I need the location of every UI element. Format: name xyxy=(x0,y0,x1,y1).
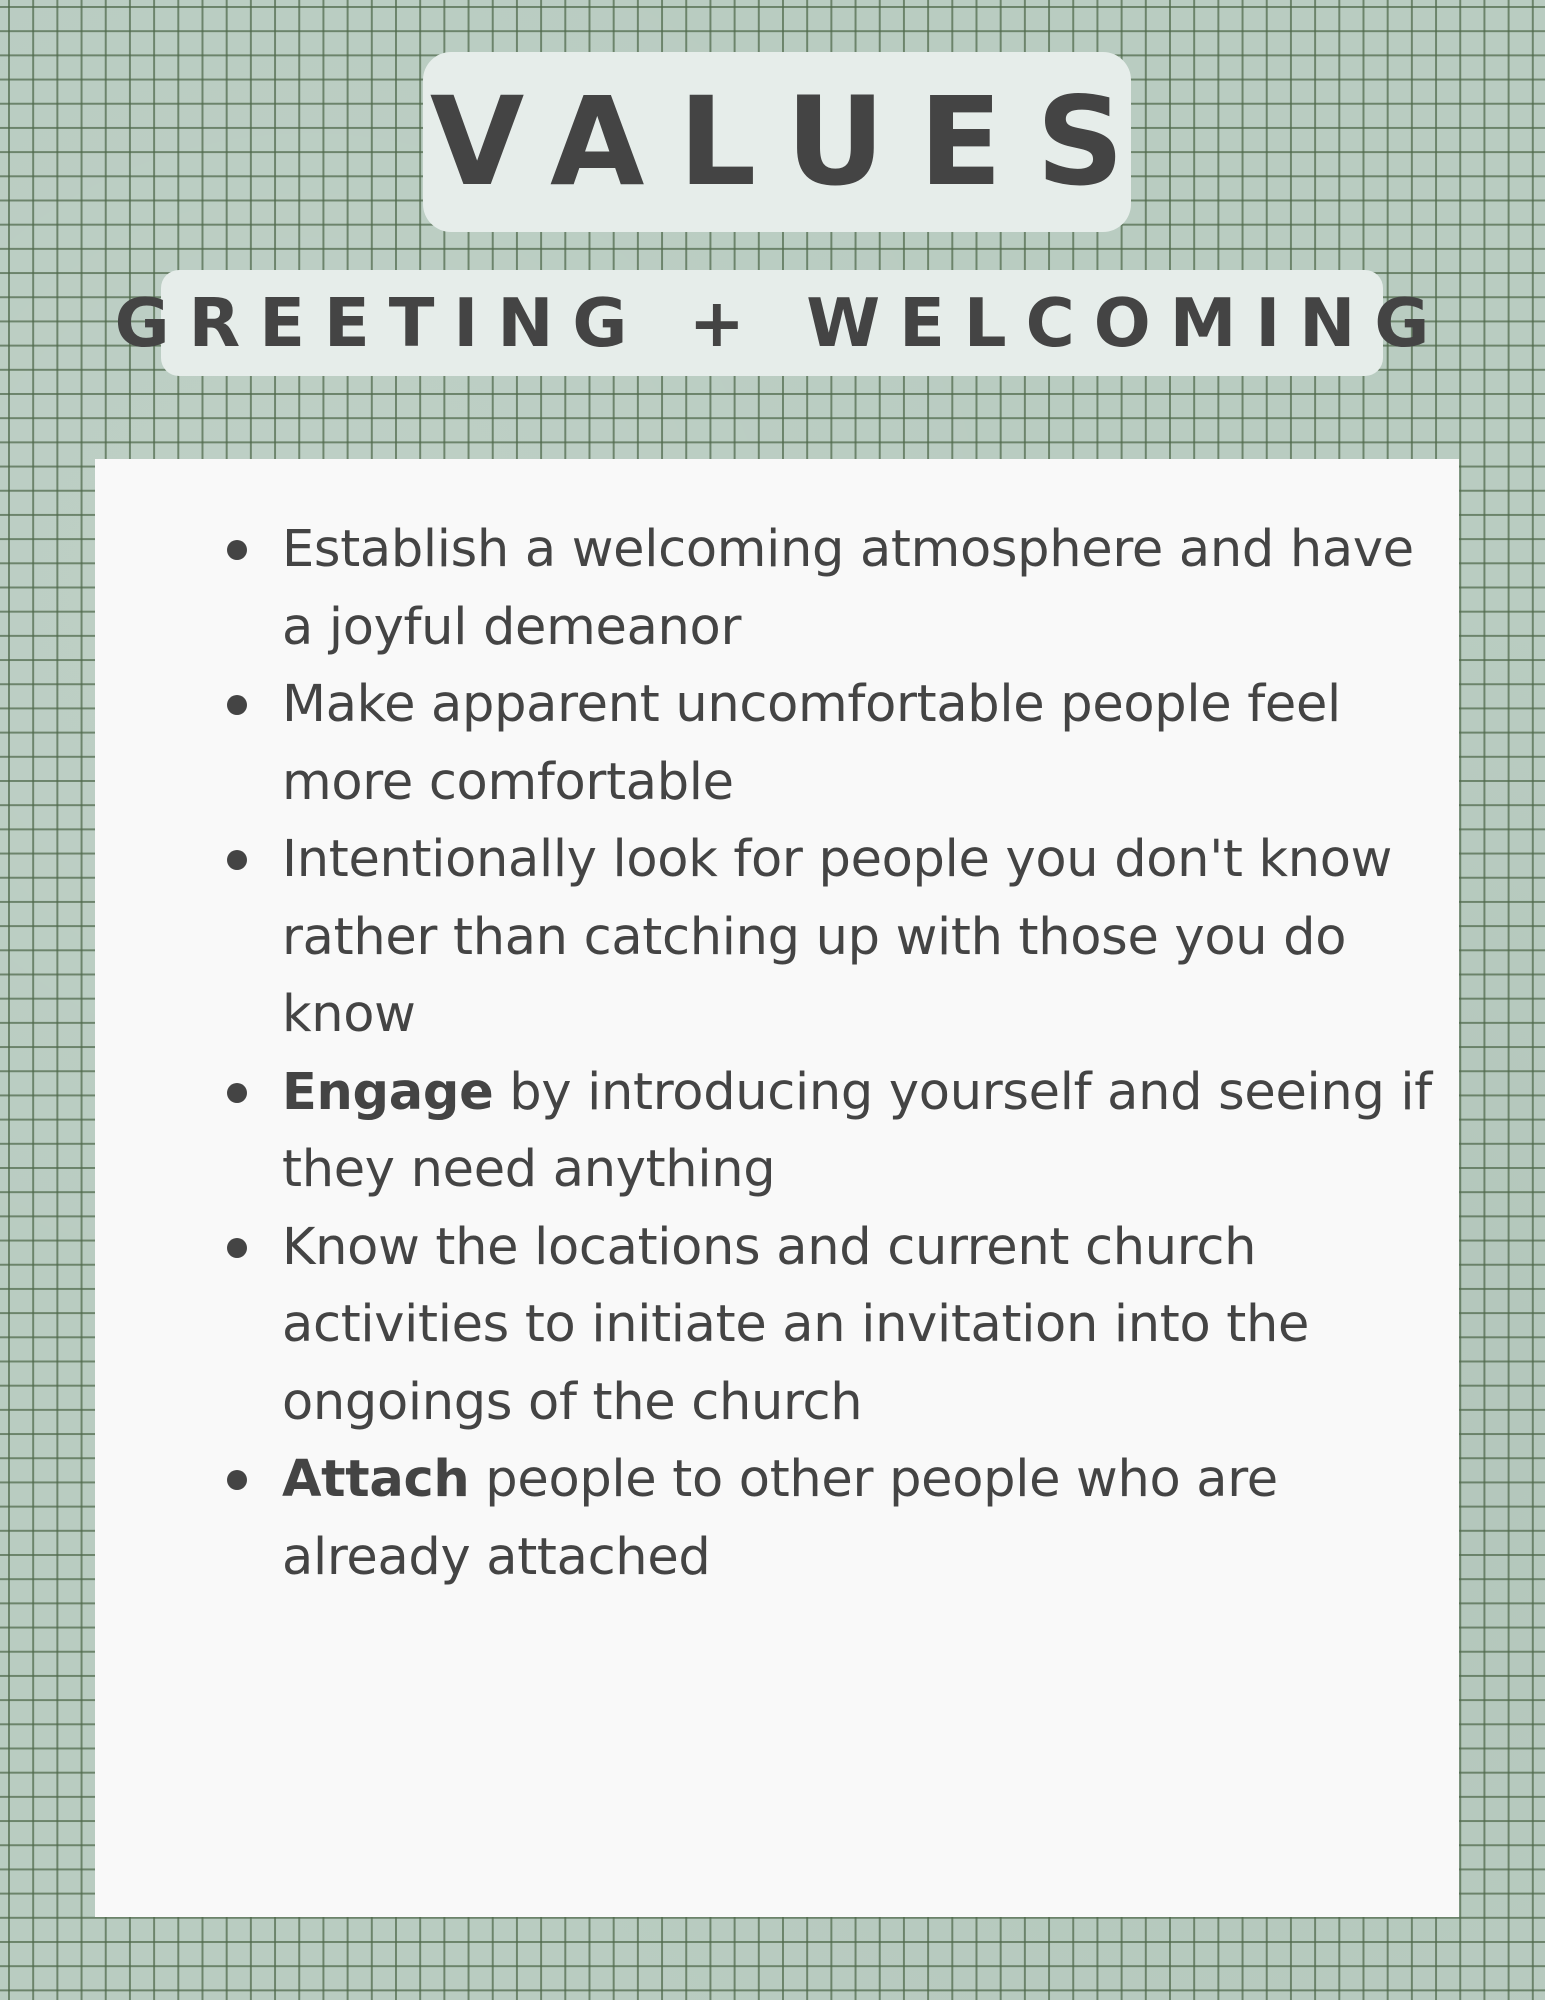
value-item-lead: Attach xyxy=(282,1450,470,1509)
value-item-text: Make apparent uncomfortable people feel more comfortable xyxy=(282,675,1341,812)
value-item-text: Know the locations and current church activities to initiate an invitation into the ongoings of the church xyxy=(282,1217,1310,1432)
bullet-icon xyxy=(227,1238,247,1258)
subtitle-banner xyxy=(114,270,1449,376)
bullet-icon xyxy=(227,1470,247,1490)
page-title: VALUES xyxy=(429,71,1159,213)
value-item-look-for-new-people xyxy=(282,821,1432,1054)
title-banner xyxy=(423,52,1159,232)
value-item-lead: Engage xyxy=(282,1062,494,1122)
value-item-know-locations xyxy=(282,1209,1432,1442)
values-card xyxy=(95,459,1459,1917)
value-item-text: by introducing yourself and seeing if they need anything xyxy=(282,1062,1432,1199)
value-item-attach xyxy=(282,1441,1432,1596)
bullet-icon xyxy=(227,540,247,560)
values-list xyxy=(282,511,1432,1596)
value-item-establish-atmosphere xyxy=(282,511,1432,666)
value-item-engage xyxy=(282,1054,1432,1209)
bullet-icon xyxy=(227,850,247,870)
value-item-comfort-people xyxy=(282,666,1432,821)
value-item-text: people to other people who are already attached xyxy=(282,1450,1278,1587)
page-subtitle: GREETING + WELCOMING xyxy=(114,283,1449,362)
bullet-icon xyxy=(227,1083,247,1103)
value-item-text: Intentionally look for people you don't know rather than catching up with those you do know xyxy=(282,830,1393,1044)
bullet-icon xyxy=(227,695,247,715)
value-item-text: Establish a welcoming atmosphere and have a joyful demeanor xyxy=(282,520,1414,657)
